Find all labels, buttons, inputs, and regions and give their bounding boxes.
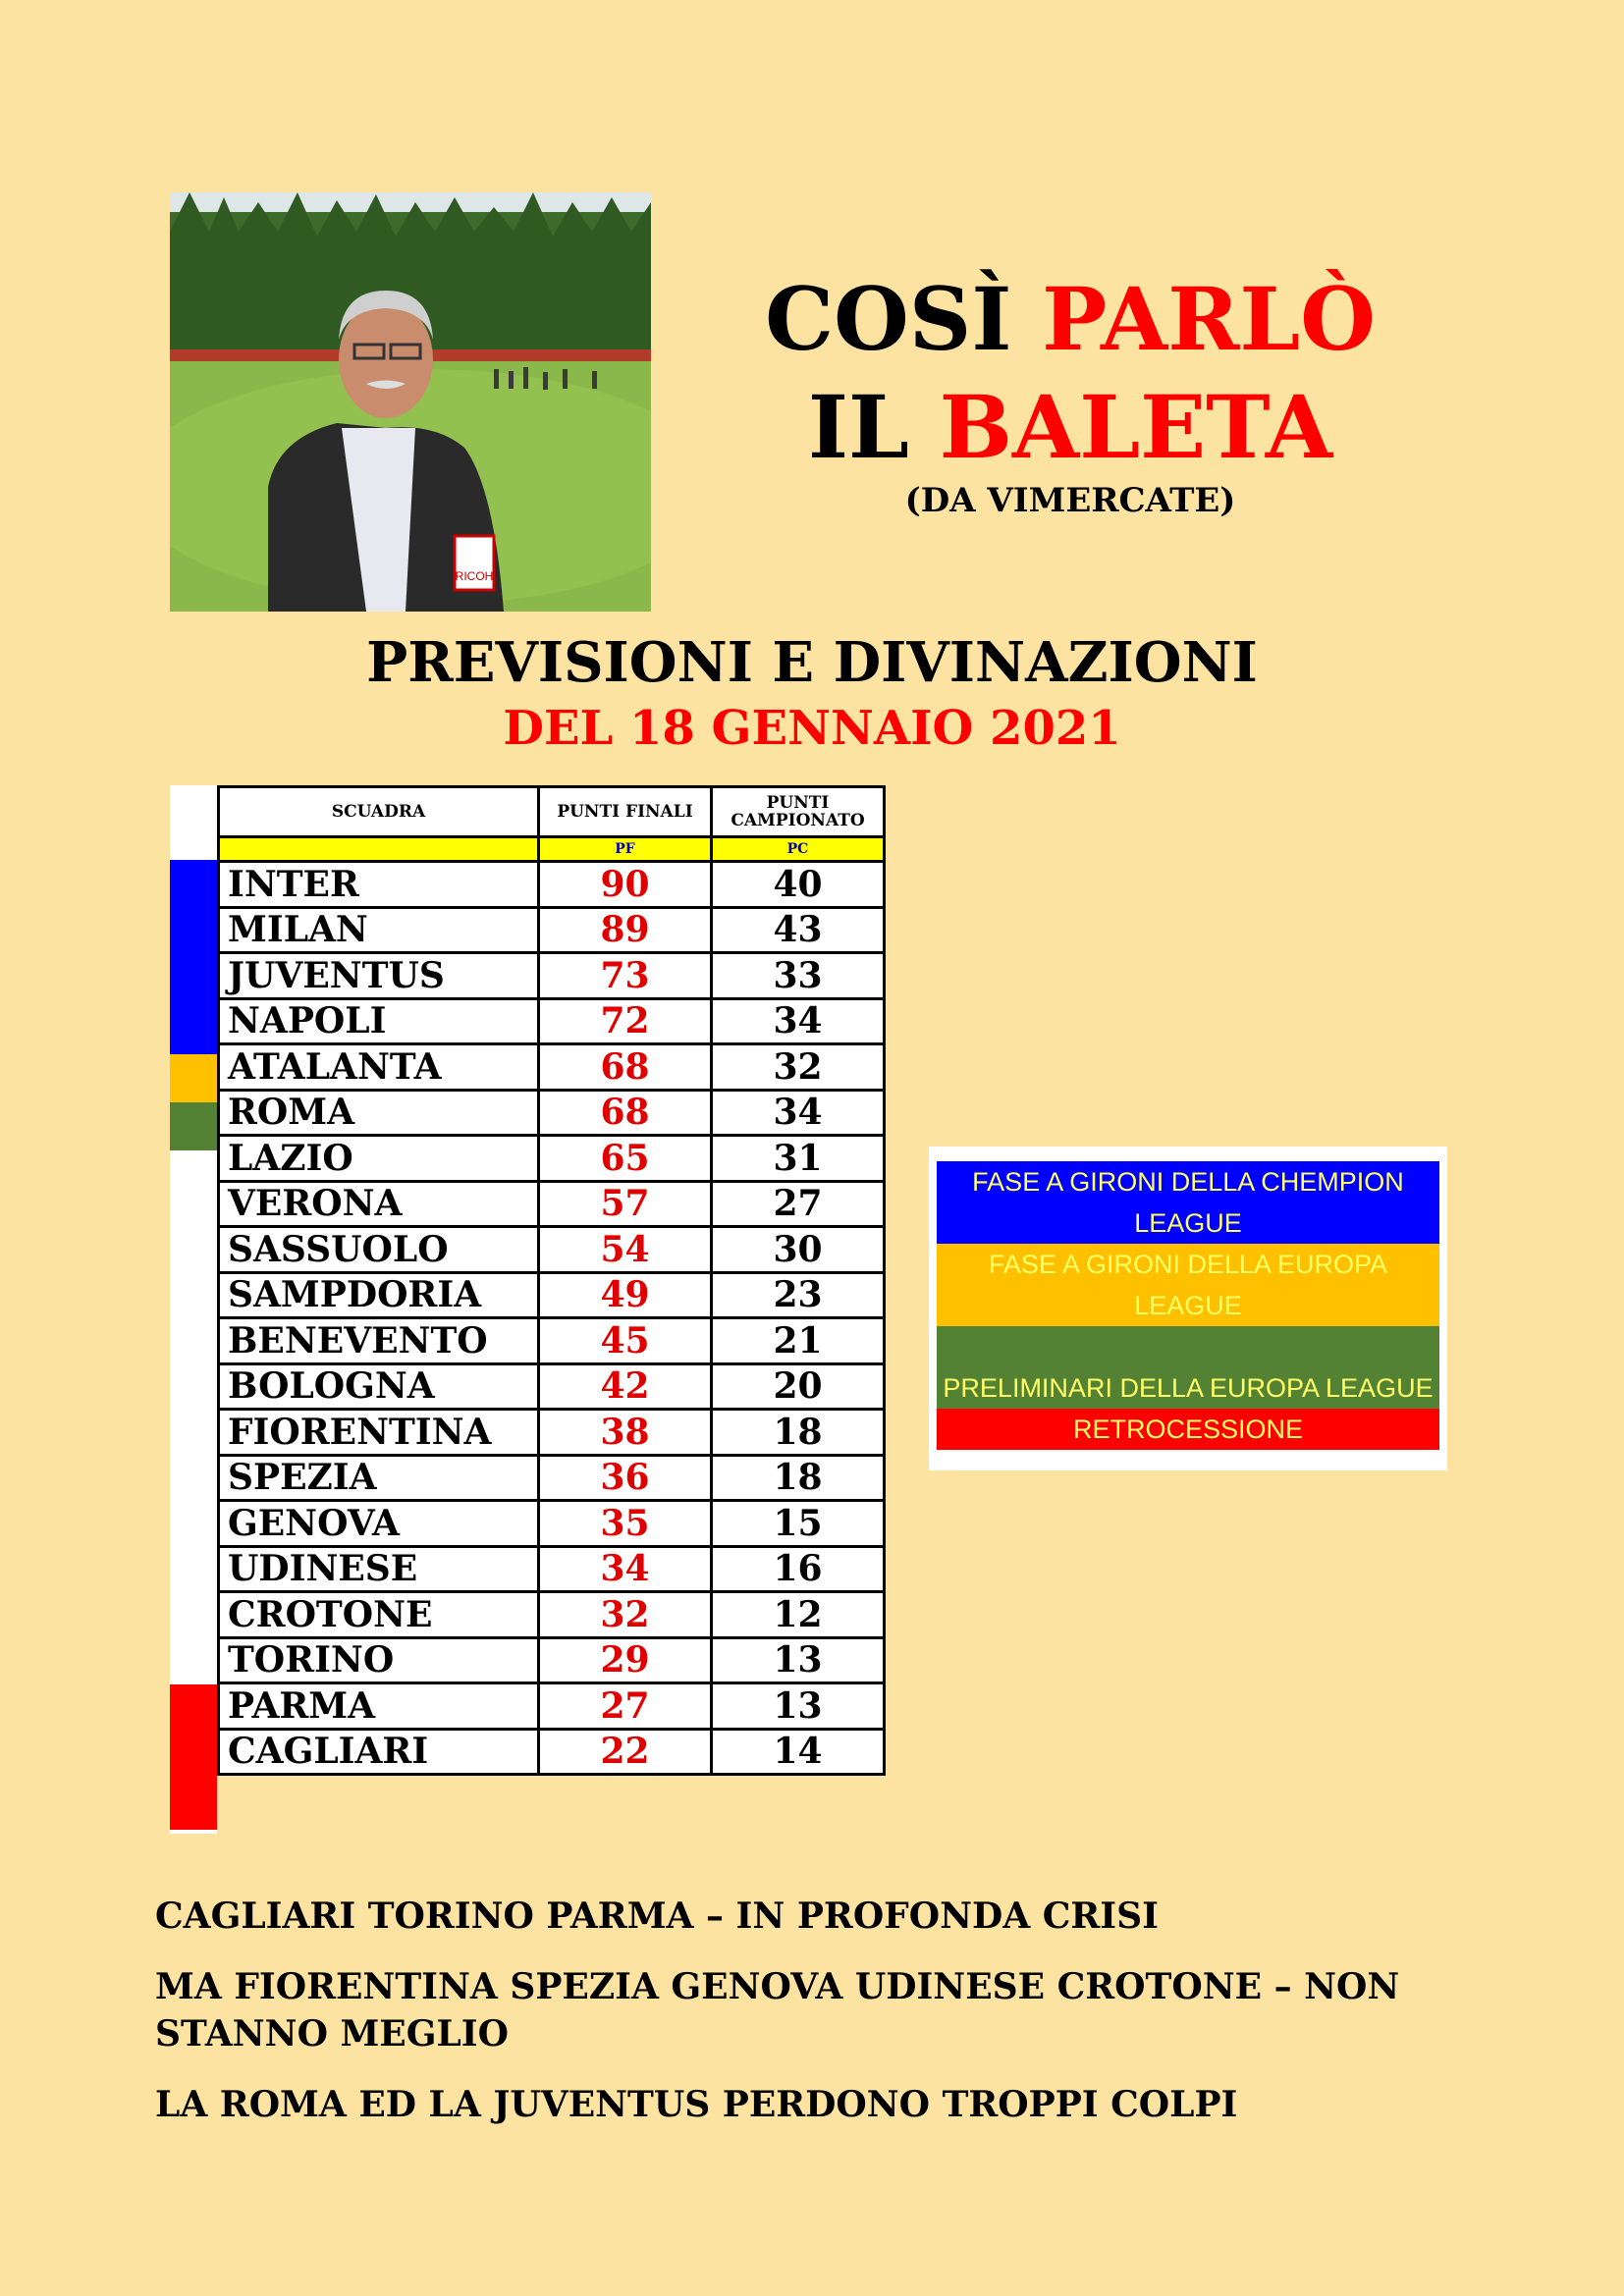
legend-box — [929, 1147, 1447, 1470]
table-row — [219, 1729, 885, 1775]
team-name: NAPOLI — [219, 998, 539, 1044]
points-final: 68 — [539, 1090, 712, 1136]
points-final: 35 — [539, 1501, 712, 1547]
table-row — [219, 1181, 885, 1227]
points-current: 31 — [712, 1136, 885, 1182]
points-final: 34 — [539, 1546, 712, 1592]
points-current: 30 — [712, 1227, 885, 1273]
table-row — [219, 1637, 885, 1683]
zone-champions — [170, 860, 217, 1054]
table-row — [219, 1044, 885, 1091]
team-name: SAMPDORIA — [219, 1272, 539, 1318]
points-final: 42 — [539, 1363, 712, 1410]
table-row — [219, 1410, 885, 1456]
points-current: 14 — [712, 1729, 885, 1775]
table-row — [219, 1546, 885, 1592]
title-word-red: BALETA — [939, 376, 1333, 478]
points-current: 13 — [712, 1683, 885, 1730]
table-row — [219, 1136, 885, 1182]
page-date: DEL 18 GENNAIO 2021 — [503, 701, 1121, 756]
subheader-pf: PF — [539, 837, 712, 862]
zone-strip — [170, 785, 217, 1834]
points-final: 65 — [539, 1136, 712, 1182]
points-current: 43 — [712, 907, 885, 953]
legend-list — [937, 1161, 1439, 1450]
points-current: 15 — [712, 1501, 885, 1547]
subheader-team — [219, 837, 539, 862]
note-line: MA FIORENTINA SPEZIA GENOVA UDINESE CROTONE – NON STANNO MEGLIO — [155, 1966, 1400, 2055]
title-line-2 — [677, 373, 1463, 481]
table-subheader-row — [219, 837, 885, 862]
zone-relegation — [170, 1684, 217, 1830]
points-current: 34 — [712, 1090, 885, 1136]
team-name: ATALANTA — [219, 1044, 539, 1091]
team-name: FIORENTINA — [219, 1410, 539, 1456]
points-final: 45 — [539, 1318, 712, 1364]
points-current: 34 — [712, 998, 885, 1044]
table-row — [219, 1272, 885, 1318]
legend-item: RETROCESSIONE — [937, 1409, 1439, 1450]
table-header-row — [219, 787, 885, 837]
title-line-1 — [677, 265, 1463, 373]
team-name: CAGLIARI — [219, 1729, 539, 1775]
zone-europa — [170, 1054, 217, 1102]
title-word-red: PARLÒ — [1042, 268, 1376, 370]
table-row — [219, 998, 885, 1044]
header-pf: PUNTI FINALI — [539, 787, 712, 837]
team-name: BENEVENTO — [219, 1318, 539, 1364]
subtitle: (DA VIMERCATE) — [904, 481, 1236, 520]
points-final: 73 — [539, 953, 712, 999]
team-name: GENOVA — [219, 1501, 539, 1547]
points-current: 21 — [712, 1318, 885, 1364]
points-final: 32 — [539, 1592, 712, 1638]
team-name: BOLOGNA — [219, 1363, 539, 1410]
page-heading: PREVISIONI E DIVINAZIONI — [366, 630, 1258, 695]
legend-item: FASE A GIRONI DELLA EUROPA LEAGUE — [937, 1244, 1439, 1326]
team-name: INTER — [219, 862, 539, 908]
points-final: 90 — [539, 862, 712, 908]
team-name: UDINESE — [219, 1546, 539, 1592]
points-current: 20 — [712, 1363, 885, 1410]
table-row — [219, 907, 885, 953]
table-row — [219, 1683, 885, 1730]
points-final: 89 — [539, 907, 712, 953]
zone-preliminary — [170, 1102, 217, 1150]
team-name: MILAN — [219, 907, 539, 953]
points-final: 38 — [539, 1410, 712, 1456]
note-line: CAGLIARI TORINO PARMA – IN PROFONDA CRISI — [155, 1896, 1159, 1937]
points-current: 32 — [712, 1044, 885, 1091]
points-final: 27 — [539, 1683, 712, 1730]
table-row — [219, 1090, 885, 1136]
title-word-black: COSÌ — [765, 268, 1012, 370]
note-line: LA ROMA ED LA JUVENTUS PERDONO TROPPI COLPI — [155, 2084, 1238, 2125]
points-final: 49 — [539, 1272, 712, 1318]
table-row — [219, 862, 885, 908]
team-name: LAZIO — [219, 1136, 539, 1182]
points-final: 29 — [539, 1637, 712, 1683]
table-row — [219, 1455, 885, 1501]
points-final: 22 — [539, 1729, 712, 1775]
points-final: 68 — [539, 1044, 712, 1091]
table-row — [219, 1363, 885, 1410]
points-final: 72 — [539, 998, 712, 1044]
table-row — [219, 1318, 885, 1364]
table-row — [219, 1501, 885, 1547]
points-current: 13 — [712, 1637, 885, 1683]
header-pc: PUNTI CAMPIONATO — [712, 787, 885, 837]
points-current: 40 — [712, 862, 885, 908]
badge-text: RICOH — [455, 569, 494, 583]
points-final: 54 — [539, 1227, 712, 1273]
standings-table — [217, 785, 886, 1776]
points-final: 57 — [539, 1181, 712, 1227]
portrait-illustration — [170, 192, 651, 612]
table-row — [219, 1227, 885, 1273]
points-current: 18 — [712, 1410, 885, 1456]
team-name: SASSUOLO — [219, 1227, 539, 1273]
points-current: 12 — [712, 1592, 885, 1638]
points-current: 27 — [712, 1181, 885, 1227]
points-current: 23 — [712, 1272, 885, 1318]
team-name: VERONA — [219, 1181, 539, 1227]
portrait-photo — [170, 192, 651, 612]
title-word-black: IL — [807, 376, 909, 478]
team-name: SPEZIA — [219, 1455, 539, 1501]
table-row — [219, 953, 885, 999]
legend-item: FASE A GIRONI DELLA CHEMPION LEAGUE — [937, 1161, 1439, 1244]
header-team: SCUADRA — [219, 787, 539, 837]
team-name: CROTONE — [219, 1592, 539, 1638]
team-name: TORINO — [219, 1637, 539, 1683]
points-final: 36 — [539, 1455, 712, 1501]
points-current: 33 — [712, 953, 885, 999]
points-current: 18 — [712, 1455, 885, 1501]
subheader-pc: PC — [712, 837, 885, 862]
notes — [155, 1893, 1530, 2152]
team-name: PARMA — [219, 1683, 539, 1730]
points-current: 16 — [712, 1546, 885, 1592]
title-block — [677, 265, 1463, 520]
team-name: JUVENTUS — [219, 953, 539, 999]
team-name: ROMA — [219, 1090, 539, 1136]
table-row — [219, 1592, 885, 1638]
legend-item: PRELIMINARI DELLA EUROPA LEAGUE — [937, 1326, 1439, 1409]
